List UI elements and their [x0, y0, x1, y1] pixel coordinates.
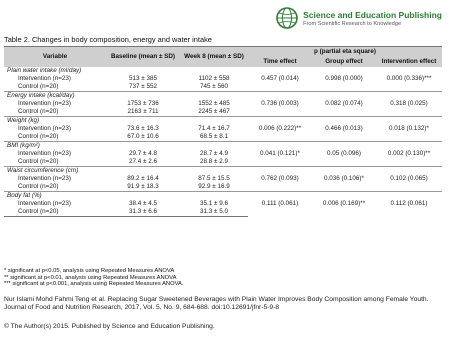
- baseline-cell: 91.9 ± 18.3: [106, 183, 180, 192]
- footnote: * significant at p<0.05, analysis using Repeated Measures ANOVA: [4, 268, 175, 274]
- group-label: Energy intake (kcal/day): [4, 92, 106, 101]
- baseline-cell: 27.4 ± 2.6: [106, 158, 180, 167]
- time-effect-cell: 0.041 (0.121)*: [248, 142, 312, 167]
- group-row: [4, 67, 442, 75]
- group-label: Body fat (%): [4, 192, 106, 201]
- baseline-cell: 1753 ± 736: [106, 100, 180, 108]
- baseline-cell: 2163 ± 711: [106, 108, 180, 117]
- row-label: Control (n=20): [4, 183, 106, 192]
- row-label: Intervention (n=23): [4, 150, 106, 158]
- table-footnotes: [4, 268, 184, 288]
- group-label: Plain water intake (ml/day): [4, 67, 106, 75]
- footnote: ** significant at p<0.01, analysis using Repeated Measures ANOVA: [4, 274, 177, 281]
- header-p-group: p (partial eta square): [248, 47, 442, 58]
- group-label: BMI (kg/m²): [4, 142, 106, 151]
- week8-cell: 1102 ± 558: [180, 75, 248, 83]
- week8-cell: 68.5 ± 8.1: [180, 133, 248, 142]
- publisher-name: Science and Education Publishing: [303, 9, 442, 20]
- week8-cell: 92.9 ± 16.9: [180, 183, 248, 192]
- publisher-logo: [275, 6, 442, 30]
- week8-cell: 28.8 ± 2.9: [180, 158, 248, 167]
- publisher-globe-icon: [275, 6, 299, 30]
- row-label: Intervention (n=23): [4, 75, 106, 83]
- group-row: [4, 92, 442, 101]
- intervention-effect-cell: 0.112 (0.061): [376, 192, 442, 217]
- copyright-text: © The Author(s) 2015. Published by Science and Education Publishing.: [4, 323, 215, 330]
- time-effect-cell: 0.736 (0.003): [248, 92, 312, 117]
- time-effect-cell: 0.111 (0.061): [248, 192, 312, 217]
- week8-cell: 87.5 ± 15.5: [180, 175, 248, 183]
- intervention-effect-cell: 0.318 (0.025): [376, 92, 442, 117]
- row-label: Control (n=20): [4, 158, 106, 167]
- week8-cell: 71.4 ± 16.7: [180, 125, 248, 133]
- intervention-effect-cell: 0.102 (0.065): [376, 167, 442, 192]
- header-time-effect: Time effect: [248, 57, 312, 67]
- week8-cell: 1552 ± 485: [180, 100, 248, 108]
- baseline-cell: 31.3 ± 6.6: [106, 208, 180, 217]
- group-label: Waist circumference (cm): [4, 167, 106, 176]
- group-effect-cell: 0.466 (0.013): [312, 117, 376, 142]
- row-label: Intervention (n=23): [4, 175, 106, 183]
- results-table: [4, 46, 442, 217]
- week8-cell: 2245 ± 467: [180, 108, 248, 117]
- baseline-cell: 89.2 ± 16.4: [106, 175, 180, 183]
- publisher-tagline: From Scientific Research to Knowledge: [303, 20, 402, 27]
- baseline-cell: 513 ± 385: [106, 75, 180, 83]
- group-effect-cell: 0.036 (0.106)*: [312, 167, 376, 192]
- table-caption: Table 2. Changes in body composition, energy and water intake: [4, 35, 212, 44]
- week8-cell: 28.7 ± 4.9: [180, 150, 248, 158]
- header-week8: Week 8 (mean ± SD): [180, 47, 248, 68]
- header-group-effect: Group effect: [312, 57, 376, 67]
- intervention-effect-cell: 0.002 (0.130)**: [376, 142, 442, 167]
- header-intervention-effect: Intervention effect: [376, 57, 442, 67]
- row-label: Intervention (n=23): [4, 100, 106, 108]
- week8-cell: 745 ± 560: [180, 83, 248, 92]
- baseline-cell: 73.6 ± 16.3: [106, 125, 180, 133]
- baseline-cell: 737 ± 552: [106, 83, 180, 92]
- intervention-effect-cell: 0.018 (0.132)*: [376, 117, 442, 142]
- citation-text: Nur Islami Mohd Fahmi Teng et al. Replacing Sugar Sweetened Beverages with Plain Water Improves Body Composition among Female Youth. Journal of Food and Nutrition Research, 2017, Vol. 5, No. 9, 684-688. doi:10.12691/jfnr-5-9-8: [4, 296, 429, 311]
- row-label: Control (n=20): [4, 83, 106, 92]
- baseline-cell: 29.7 ± 4.8: [106, 150, 180, 158]
- group-effect-cell: 0.082 (0.074): [312, 92, 376, 117]
- time-effect-cell: 0.457 (0.014): [248, 67, 312, 92]
- group-effect-cell: 0.998 (0.000): [312, 67, 376, 92]
- header-baseline: Baseline (mean ± SD): [106, 47, 180, 68]
- week8-cell: 35.1 ± 9.6: [180, 200, 248, 208]
- row-label: Control (n=20): [4, 208, 106, 217]
- baseline-cell: 67.0 ± 10.6: [106, 133, 180, 142]
- footnote: *** significant at p<0.001, analysis using Repeated Measures ANOVA.: [4, 281, 184, 288]
- group-effect-cell: 0.006 (0.169)**: [312, 192, 376, 217]
- group-row: [4, 142, 442, 151]
- group-row: [4, 192, 442, 201]
- time-effect-cell: 0.006 (0.222)**: [248, 117, 312, 142]
- group-effect-cell: 0.05 (0.096): [312, 142, 376, 167]
- time-effect-cell: 0.762 (0.093): [248, 167, 312, 192]
- group-label: Weight (kg): [4, 117, 106, 126]
- group-row: [4, 117, 442, 126]
- row-label: Control (n=20): [4, 133, 106, 142]
- row-label: Intervention (n=23): [4, 200, 106, 208]
- week8-cell: 31.3 ± 5.0: [180, 208, 248, 217]
- baseline-cell: 38.4 ± 4.5: [106, 200, 180, 208]
- group-row: [4, 167, 442, 176]
- intervention-effect-cell: 0.000 (0.336)***: [376, 67, 442, 92]
- row-label: Control (n=20): [4, 108, 106, 117]
- row-label: Intervention (n=23): [4, 125, 106, 133]
- header-variable: Variable: [4, 47, 106, 68]
